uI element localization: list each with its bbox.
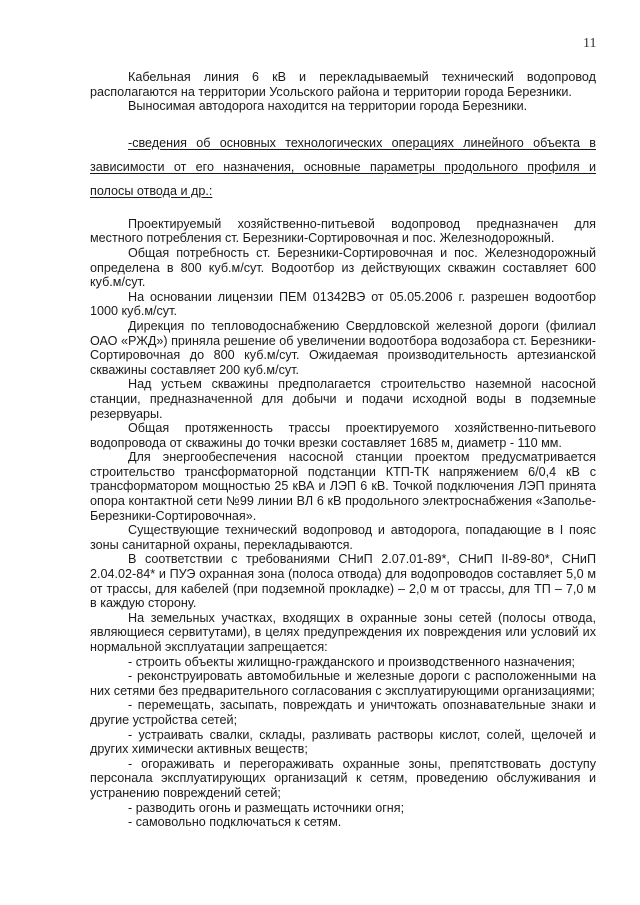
list-item: - огораживать и перегораживать охранные зоны, препятствовать доступу персонала эксплуатирующих организаций к сетям, проведению обслуживания и устранению повреждений сетей;: [90, 756, 596, 800]
list-item: - устраивать свалки, склады, разливать растворы кислот, солей, щелочей и других химически активных веществ;: [90, 727, 596, 757]
body-paragraph: Существующие технический водопровод и автодорога, попадающие в I пояс зоны санитарной охраны, перекладываются.: [90, 523, 596, 552]
list-item: - строить объекты жилищно-гражданского и производственного назначения;: [128, 654, 576, 669]
body-paragraph: Для энергообеспечения насосной станции проектом предусматривается строительство трансформаторной подстанции КТП-ТК напряжением 6/0,4 кВ с трансформатором мощностью 25 кВА и ЛЭП 6 кВ. Точкой подключения ЛЭП принята опора контактной сети №99 линии ВЛ 6 кВ продольного электроснабжения «Заполье-Березники-Сортировочная».: [90, 450, 596, 523]
body-paragraph: Дирекция по тепловодоснабжению Свердловской железной дороги (филиал ОАО «РЖД») приняла решение об увеличении водоотбора водозабора ст. Березники-Сортировочная до 800 куб.м/сут. Ожидаемая производительность артезианской скважины составляет 200 куб.м/сут.: [90, 318, 596, 377]
document-body: [90, 70, 596, 830]
intro-paragraph: Выносимая автодорога находится на территории города Березники.: [128, 99, 528, 114]
page-number: 11: [583, 36, 597, 51]
body-paragraph: На основании лицензии ПЕМ 01342ВЭ от 05.05.2006 г. разрешен водоотбор 1000 куб.м/сут.: [90, 289, 596, 319]
list-item: - перемещать, засыпать, повреждать и уничтожать опознавательные знаки и другие устройства сетей;: [90, 698, 596, 727]
body-paragraph: На земельных участках, входящих в охранные зоны сетей (полосы отвода, являющиеся сервитутами), в целях предупреждения их повреждения или условий их нормальной эксплуатации запрещается:: [90, 610, 596, 654]
body-paragraph: Общая потребность ст. Березники-Сортировочная и пос. Железнодорожный определена в 800 куб.м/сут. Водоотбор из действующих скважин составляет 600 куб.м/сут.: [90, 245, 596, 290]
list-item: - реконструировать автомобильные и железные дороги с расположенными на них сетями без предварительного согласования с эксплуатирующими организациями;: [90, 669, 596, 698]
list-item: - самовольно подключаться к сетям.: [128, 815, 342, 830]
body-paragraph: Общая протяженность трассы проектируемого хозяйственно-питьевого водопровода от скважины до точки врезки составляет 1685 м, диаметр - 110 мм.: [90, 421, 596, 450]
section-heading: -сведения об основных технологических операциях линейного объекта в зависимости от его назначения, основные параметры продольного профиля и полосы отвода и др.:: [90, 135, 596, 198]
list-item: - разводить огонь и размещать источники огня;: [128, 800, 405, 815]
body-paragraph: В соответствии с требованиями СНиП 2.07.01-89*, СНиП II-89-80*, СНиП 2.04.02-84* и ПУЭ охранная зона (полоса отвода) для водопроводов составляет 5,0 м от трассы, для кабелей (при подземной прокладке) – 2,0 м от трассы, для ТП – 7,0 м в каждую сторону.: [90, 552, 596, 611]
intro-paragraph: Кабельная линия 6 кВ и перекладываемый технический водопровод располагаются на территории Усольского района и территории города Березники.: [90, 70, 596, 99]
body-paragraph: Над устьем скважины предполагается строительство наземной насосной станции, предназначенной для добычи и подачи исходной воды в подземные резервуары.: [90, 377, 596, 421]
body-paragraph: Проектируемый хозяйственно-питьевой водопровод предназначен для местного потребления ст. Березники-Сортировочная и пос. Железнодорожный.: [90, 216, 596, 246]
